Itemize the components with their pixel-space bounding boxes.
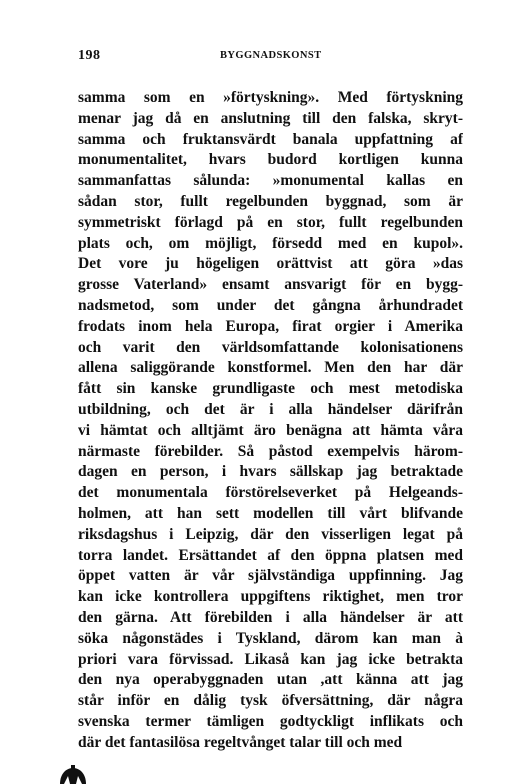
text-line: riksdagshus i Leipzig, där den visserligen legat på [78, 525, 463, 543]
text-line: det monumentala förstörelseverket på Helgeands- [78, 484, 463, 502]
page-number: 198 [78, 48, 101, 63]
text-line: nadsmetod, som under det gångna århundradet [78, 296, 463, 314]
text-line: dagen en person, i hvars sällskap jag betraktade [78, 463, 463, 481]
text-line: sådan stor, fullt regelbunden byggnad, som är [78, 192, 463, 210]
text-line: närmaste förebilder. Så påstod exempelvis härom- [78, 442, 463, 460]
text-line: utbildning, och det är i alla händelser därifrån [78, 400, 463, 418]
text-line: och varit den världsomfattande kolonisationens [78, 338, 463, 356]
text-line: där det fantasilösa regeltvånget talar till och med [78, 733, 403, 751]
text-line: svenska termer tämligen godtyckligt inflikats och [78, 712, 463, 730]
text-line: plats och, om möjligt, försedd med en kupol». [78, 234, 463, 252]
text-line: den nya operabyggnaden utan ,att känna att jag [78, 671, 463, 689]
body-text [78, 88, 463, 754]
page-header [78, 48, 462, 68]
text-line: kan icke kontrollera uppgiftens riktighet, men tror [78, 588, 463, 606]
text-line: vi hämtat och alltjämt äro benägna att hämta våra [78, 421, 463, 439]
text-line: samma som en »förtyskning». Med förtyskning [78, 89, 463, 106]
text-line: torra landet. Ersättandet af den öppna platsen med [78, 546, 463, 564]
text-line: priori vara förvissad. Likaså kan jag icke betrakta [78, 650, 463, 668]
running-head: BYGGNADSKONST [220, 50, 322, 61]
text-line: den gärna. Att förebilden i alla händelser är att [78, 608, 463, 626]
text-line: söka någonstädes i Tyskland, därom kan man à [78, 629, 463, 647]
text-line: samma och fruktansvärdt banala uppfattning af [78, 130, 463, 148]
text-line: grosse Vaterland» ensamt ansvarigt för en bygg- [78, 276, 463, 294]
text-line: Det vore ju högeligen orättvist att göra »das [78, 255, 463, 273]
text-line: sammanfattas sålunda: »monumental kallas en [78, 172, 463, 190]
text-line: holmen, att han sett modellen till vårt blifvande [78, 504, 463, 522]
stamp-mark-icon [58, 764, 88, 784]
text-line: monumentalitet, hvars budord kortligen kunna [78, 151, 463, 169]
text-line: symmetriskt förlagd på en stor, fullt regelbunden [78, 213, 463, 231]
text-line: öppet vatten är vår självständiga uppfinning. Jag [78, 567, 463, 585]
text-line: står inför en dålig tysk öfversättning, där några [78, 692, 463, 710]
text-line: fått sin kanske grundligaste och mest metodiska [78, 380, 463, 398]
text-line: frodats inom hela Europa, firat orgier i Amerika [78, 317, 463, 335]
text-line: allena saliggörande konstformel. Men den har där [78, 359, 463, 377]
text-line: menar jag då en anslutning till den falska, skryt- [78, 109, 463, 127]
